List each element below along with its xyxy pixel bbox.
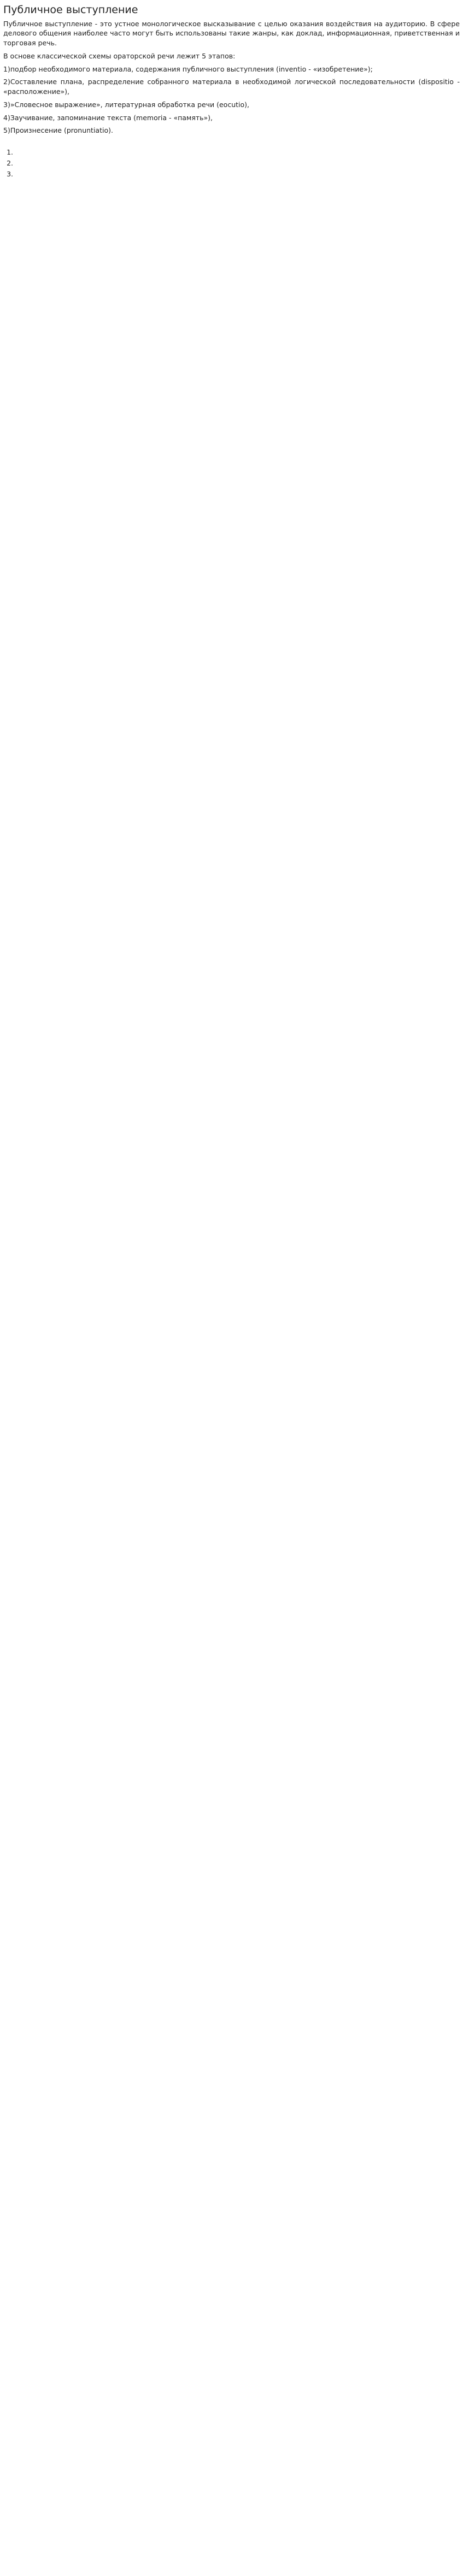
stage-item: 3)»Словесное выражение», литературная обработка речи (eocutio), bbox=[3, 100, 249, 109]
method-item bbox=[15, 147, 460, 157]
stage-item: 2)Составление плана, распределение собранного материала в необходимой логической последовательности (dispositio - «расположение»), bbox=[3, 78, 460, 96]
methods-list bbox=[15, 147, 460, 179]
method-item bbox=[15, 169, 460, 179]
intro-paragraph: Публичное выступление - это устное монологическое высказывание с целью оказания воздействия на аудиторию. В сфере делового общения наиболее часто могут быть использованы такие жанры, как доклад, информационная, приветственная и торговая речь. bbox=[3, 19, 460, 48]
stages-lead: В основе классической схемы ораторской речи лежит 5 этапов: bbox=[3, 51, 236, 60]
stage-item: 5)Произнесение (pronuntiatio). bbox=[3, 126, 113, 135]
stage-item: 1)подбор необходимого материала, содержания публичного выступления (inventio - «изобретение»); bbox=[3, 64, 373, 73]
method-item bbox=[15, 158, 460, 168]
stage-item: 4)Заучивание, запоминание текста (memoria - «память»), bbox=[3, 113, 213, 122]
page-title: Публичное выступление bbox=[3, 4, 138, 16]
stages-list bbox=[3, 64, 460, 136]
